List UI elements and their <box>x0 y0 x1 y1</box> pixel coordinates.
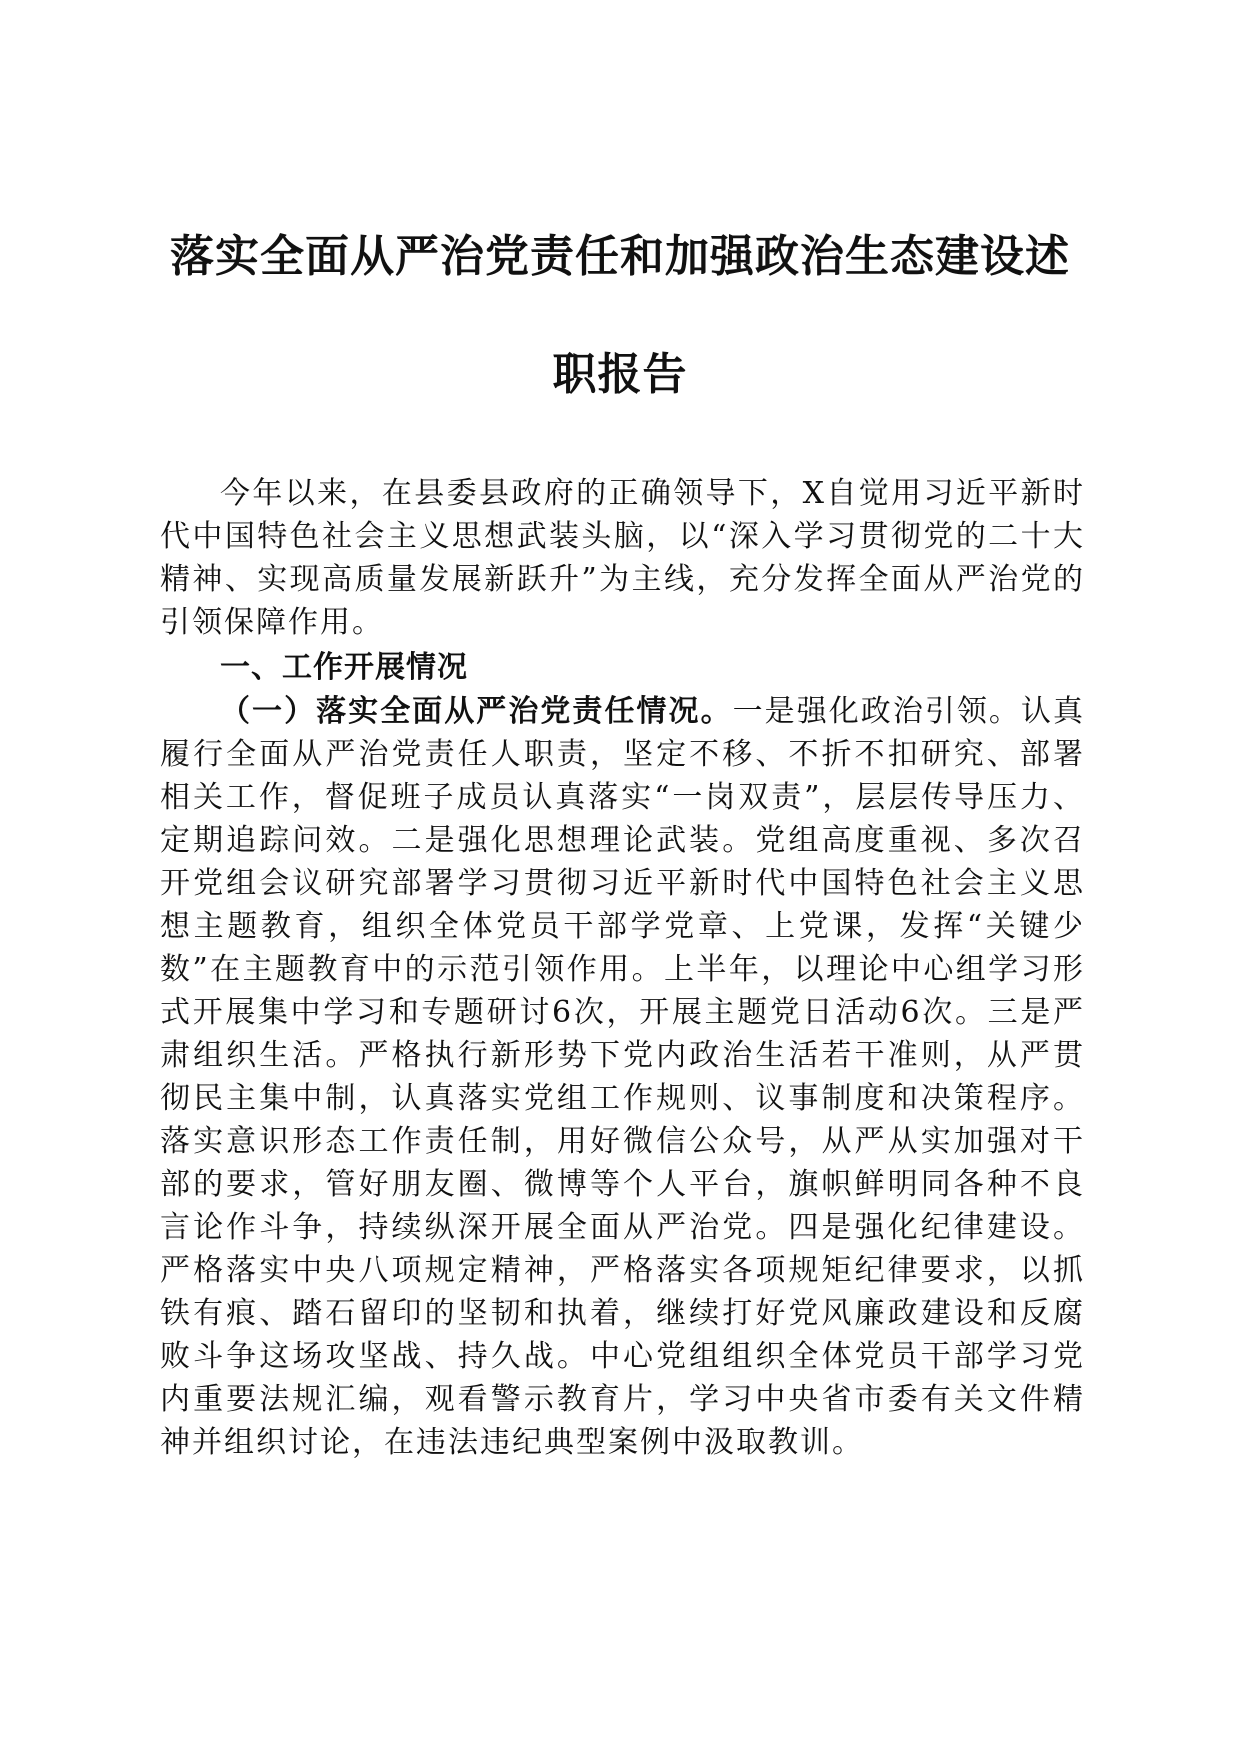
document-title-line-2: 职报告 <box>552 349 688 400</box>
section-1-heading: 一、工作开展情况 <box>220 650 468 685</box>
section-1-subheading: （一）落实全面从严治党责任情况。 <box>220 694 733 729</box>
document-title-line-1: 落实全面从严治党责任和加强政治生态建设述 <box>170 231 1070 282</box>
section-1-body: 一是强化政治引领。认真履行全面从严治党责任人职责，坚定不移、不折不扣研究、部署相关工作，督促班子成员认真落实“一岗双责”，层层传导压力、定期追踪问效。二是强化思想理论武装。党组高度重视、多次召开党组会议研究部署学习贯彻习近平新时代中国特色社会主义思想主题教育，组织全体党员干部学党章、上党课，发挥“关键少数”在主题教育中的示范引领作用。上半年，以理论中心组学习形式开展集中学习和专题研讨6次，开展主题党日活动6次。三是严肃组织生活。严格执行新形势下党内政治生活若干准则，从严贯彻民主集中制，认真落实党组工作规则、议事制度和决策程序。落实意识形态工作责任制，用好微信公众号，从严从实加强对干部的要求，管好朋友圈、微博等个人平台，旗帜鲜明同各种不良言论作斗争，持续纵深开展全面从严治党。四是强化纪律建设。严格落实中央八项规定精神，严格落实各项规矩纪律要求，以抓铁有痕、踏石留印的坚韧和执着，继续打好党风廉政建设和反腐败斗争这场攻坚战、持久战。中心党组组织全体党员干部学习党内重要法规汇编，观看警示教育片，学习中央省市委有关文件精神并组织讨论，在违法违纪典型案例中汲取教训。 <box>160 694 1086 1460</box>
section-1-paragraph <box>160 690 1085 1464</box>
intro-paragraph: 今年以来，在县委县政府的正确领导下，X自觉用习近平新时代中国特色社会主义思想武装头脑，以“深入学习贯彻党的二十大精神、实现高质量发展新跃升”为主线，充分发挥全面从严治党的引领保障作用。 <box>160 476 1085 640</box>
